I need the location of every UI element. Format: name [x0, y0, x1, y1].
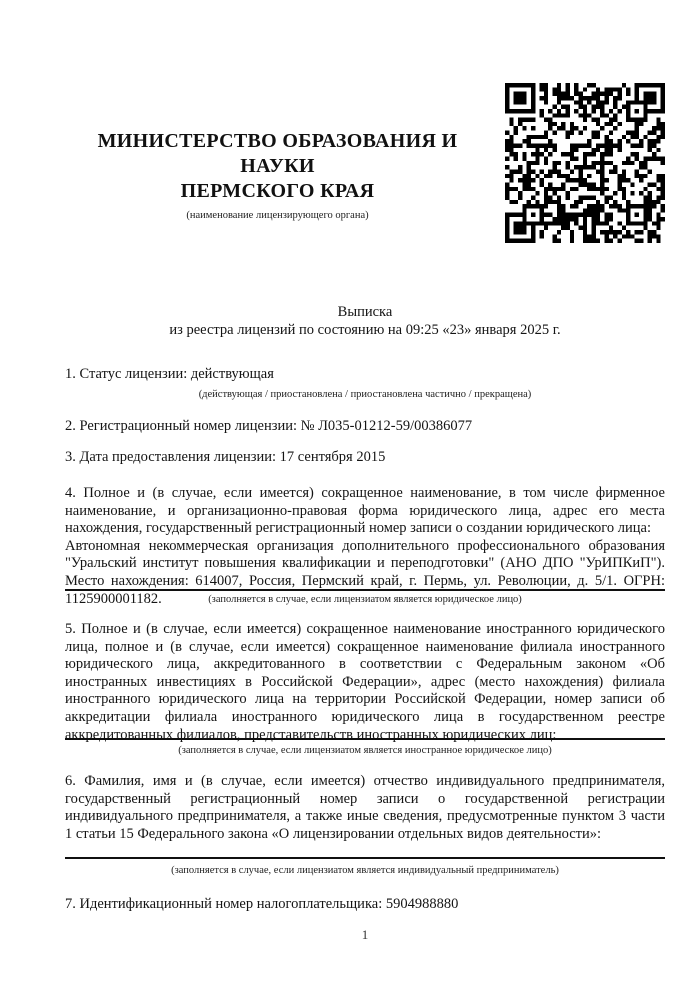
document-title [65, 304, 665, 339]
item-6-individual-entrepreneur: 6. Фамилия, имя и (в случае, если имеется) отчество индивидуального предпринимателя, государственный регистрационный номер записи о государственной регистрации индивидуального предпринимателя, а также иные сведения, предусмотренные пунктом 3 части 1 статьи 15 Федерального закона «О лицензировании отдельных видов деятельности»: [65, 773, 665, 842]
ministry-header [65, 129, 490, 222]
ministry-name-line1: МИНИСТЕРСТВО ОБРАЗОВАНИЯ И НАУКИ [97, 130, 458, 177]
item-5-blank-line [65, 738, 665, 740]
ministry-caption: (наименование лицензирующего органа) [186, 210, 369, 221]
item-6-blank-line [65, 857, 665, 859]
item-3-license-date: 3. Дата предоставления лицензии: 17 сентября 2015 [65, 449, 386, 465]
item-4-caption: (заполняется в случае, если лицензиатом является юридическое лицо) [208, 594, 522, 605]
item-1-caption: (действующая / приостановлена / приостановлена частично / прекращена) [198, 389, 532, 400]
item-7-taxpayer-number: 7. Идентификационный номер налогоплательщика: 5904988880 [65, 896, 459, 912]
ministry-name-line2: ПЕРМСКОГО КРАЯ [180, 180, 375, 202]
item-4-value: Автономная некоммерческая организация дополнительного профессионального образования "Уральский институт повышения квалификации и переподготовки" (АНО ДПО "УрИПКиП"). Место нахождения: 614007, Россия, Пермский край, г. Пермь, ул. Революции, д. 5/1. ОГРН: 1125900001182. [65, 537, 665, 607]
item-1-license-status: 1. Статус лицензии: действующая [65, 366, 274, 382]
item-4-label: 4. Полное и (в случае, если имеется) сокращенное наименование, в том числе фирменное наименование, и организационно-правовая форма юридического лица, адрес его места нахождения, государственный регистрационный номер записи о создании юридического лица: [65, 485, 665, 537]
document-title-line2: из реестра лицензий по состоянию на 09:25 «23» января 2025 г. [169, 321, 561, 338]
page-number: 1 [361, 927, 369, 942]
item-6-caption: (заполняется в случае, если лицензиатом является индивидуальный предприниматель) [171, 865, 559, 876]
item-5-foreign-entity: 5. Полное и (в случае, если имеется) сокращенное наименование иностранного юридического лица, полное и (в случае, если имеется) сокращенное наименование филиала иностранного юридического лица, аккредитованного в соответствии с Федеральным законом «Об иностранных инвестициях в Российской Федерации», адрес (место нахождения) филиала иностранного юридического лица на территории Российской Федерации, номер записи об аккредитации филиала иностранного юридического лица в государственном реестре аккредитованных филиалов, представительств иностранных юридических лиц: [65, 621, 665, 743]
qr-code-image [505, 83, 665, 243]
item-2-registration-number: 2. Регистрационный номер лицензии: № Л035-01212-59/00386077 [65, 418, 473, 434]
qr-code-icon [505, 83, 665, 243]
item-4-underline [65, 589, 665, 591]
document-title-line1: Выписка [337, 304, 393, 320]
item-5-caption: (заполняется в случае, если лицензиатом является иностранное юридическое лицо) [178, 745, 552, 756]
